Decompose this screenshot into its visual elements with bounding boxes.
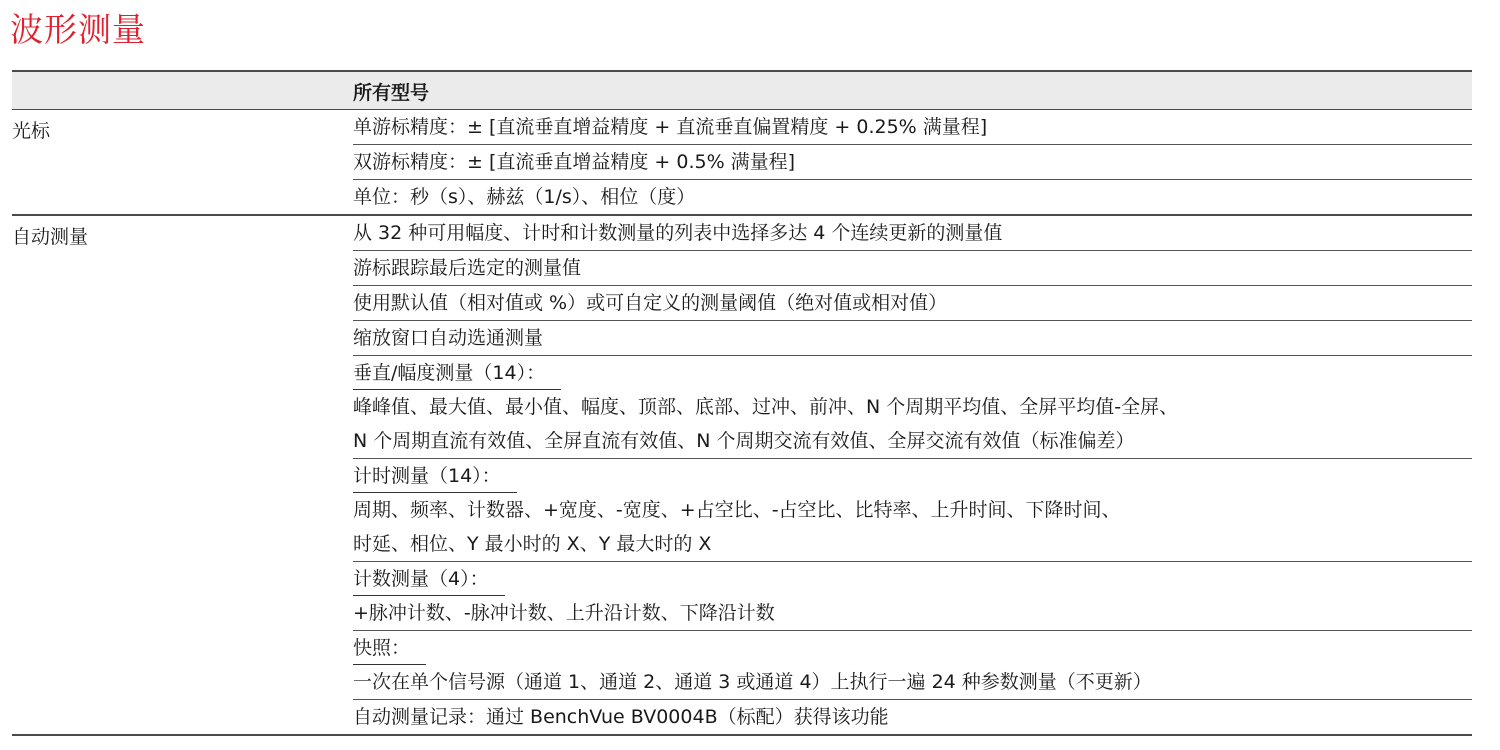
spec-table (12, 70, 1472, 736)
auto-spec-select: 从 32 种可用幅度、计时和计数测量的列表中选择多达 4 个连续更新的测量值 (353, 216, 1472, 251)
auto-spec-threshold: 使用默认值（相对值或 %）或可自定义的测量阈值（绝对值或相对值） (353, 286, 1472, 321)
cursor-spec-units: 单位：秒（s）、赫兹（1/s）、相位（度） (353, 186, 696, 208)
snapshot-line-1: 一次在单个信号源（通道 1、通道 2、通道 3 或通道 4）上执行一遍 24 种参数测量（不更新） (353, 665, 1472, 700)
vertical-measure-line-2: N 个周期直流有效值、全屏直流有效值、N 个周期交流有效值、全屏交流有效值（标准偏差） (353, 424, 1472, 459)
count-measure-line-1: +脉冲计数、-脉冲计数、上升沿计数、下降沿计数 (353, 596, 1472, 631)
vertical-measure-subheading: 垂直/幅度测量（14）： (353, 356, 1472, 390)
auto-measure-logging: 自动测量记录：通过 BenchVue BV0004B（标配）获得该功能 (353, 706, 889, 728)
row-group-auto-measure (12, 216, 1472, 736)
cursor-spec-single: 单游标精度：± [直流垂直增益精度 + 直流垂直偏置精度 + 0.25% 满量程] (353, 110, 1472, 145)
vertical-measure-line-1: 峰峰值、最大值、最小值、幅度、顶部、底部、过冲、前冲、N 个周期平均值、全屏平均值-全屏、 (353, 396, 1179, 418)
timing-measure-line-2: 时延、相位、Y 最小时的 X、Y 最大时的 X (353, 527, 1472, 562)
row-label-cursor: 光标 (12, 120, 51, 142)
table-header-row (12, 72, 1472, 110)
column-header-all-models: 所有型号 (353, 82, 430, 104)
timing-measure-subheading: 计时测量（14）： (353, 459, 1472, 493)
auto-spec-zoom-gate: 缩放窗口自动选通测量 (353, 321, 1472, 356)
count-measure-subheading: 计数测量（4）： (353, 562, 1472, 596)
page-title: 波形测量 (10, 10, 146, 49)
row-group-cursor (12, 110, 1472, 216)
auto-spec-cursor-track: 游标跟踪最后选定的测量值 (353, 251, 1472, 286)
timing-measure-line-1: 周期、频率、计数器、+宽度、-宽度、+占空比、-占空比、比特率、上升时间、下降时间、 (353, 499, 1121, 521)
cursor-spec-dual: 双游标精度：± [直流垂直增益精度 + 0.5% 满量程] (353, 145, 1472, 180)
snapshot-subheading: 快照： (353, 631, 1472, 665)
row-label-auto-measure: 自动测量 (12, 226, 89, 248)
